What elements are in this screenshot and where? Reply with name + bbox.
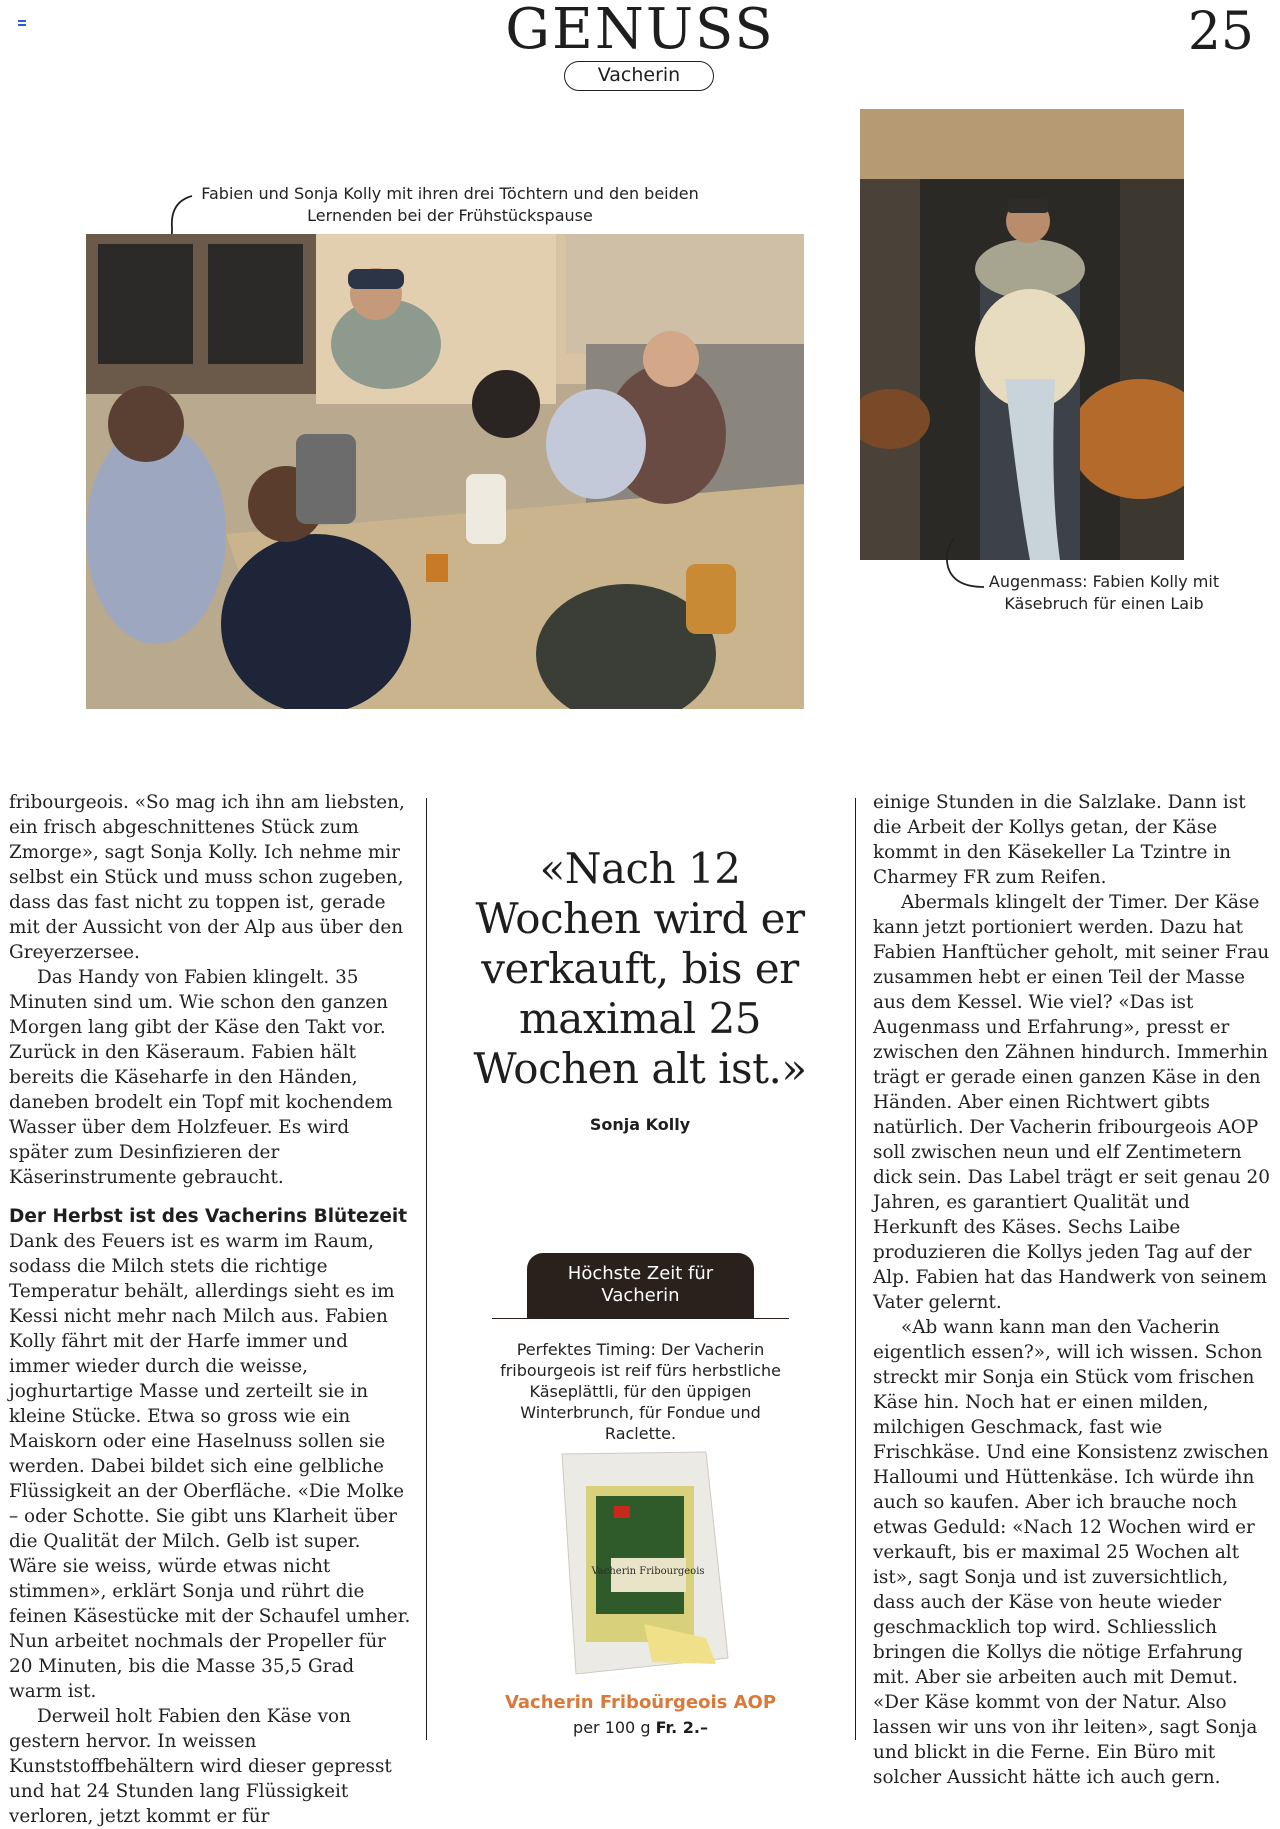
breakfast-photo (86, 234, 804, 709)
paragraph: Derweil holt Fabien den Käse von gestern hervor. In weissen Kunststoffbehältern wird dieser gepresst und hat 24 Stunden lang Flüssigkeit verloren, jetzt kommt er für (9, 1706, 392, 1827)
price-unit: per 100 g (573, 1718, 651, 1737)
paragraph: Dank des Feuers ist es warm im Raum, sodass die Milch stets die richtige Temperatur behält, allerdings sieht es im Kessi nicht mehr nach Milch aus. Fabien Kolly fährt mit der Harfe immer und immer wieder durch die weisse, joghurtartige Masse und zerteilt sie in kleine Stücke. Etwa so gross wie ein Maiskorn oder eine Haselnuss sollen sie werden. Dabei bildet sich eine gelbliche Flüssigkeit an der Oberfläche. «Die Molke – oder Schotte. Sie gibt uns Klarheit über die Qualität der Milch. Gelb ist super. Wäre sie weiss, würde etwas nicht stimmen», erklärt Sonja und rührt die feinen Käsestücke mit der Schaufel umher. Nun arbeitet nochmals der Propeller für 20 Minuten, bis die Masse 35,5 Grad warm ist. (9, 1231, 411, 1702)
caption-breakfast: Fabien und Sonja Kolly mit ihren drei Töchtern und den beiden Lernenden bei der Frühstückspause (201, 184, 699, 225)
column-divider (855, 798, 856, 1740)
article-column-right (873, 790, 1273, 1790)
column-divider (426, 798, 427, 1740)
info-box-rule (492, 1318, 789, 1319)
product-name: Vacherin Friboürgeois AOP (504, 1692, 777, 1713)
package-label: Vacherin Fribourgeois (591, 1566, 705, 1577)
paragraph: fribourgeois. «So mag ich ihn am liebsten, ein frisch abgeschnittenes Stück zum Zmorge», sagt Sonja Kolly. Ich nehme mir selbst ein Stück und muss schon zugeben, dass das fast nicht zu toppen ist, gerade mit der Aussicht von der Alp aus über den Greyerzersee. (9, 792, 405, 963)
info-box-title: Höchste Zeit für Vacherin (527, 1253, 754, 1319)
section-title: GENUSS (505, 0, 775, 62)
product-image (556, 1448, 731, 1684)
topic-pill: Vacherin (564, 61, 714, 91)
paragraph: «Ab wann kann man den Vacherin eigentlich essen?», will ich wissen. Schon streckt mir Sonja ein Stück vom frischen Käse hin. Noch hat er einen milden, milchigen Geschmack, fast wie Frischkäse. Und eine Konsistenz zwischen Halloumi und Hüttenkäse. Ich würde ihn auch so kaufen. Aber ich brauche noch etwas Geduld: «Nach 12 Wochen wird er verkauft, bis er maximal 25 Wochen alt ist», sagt Sonja und ist zuversichtlich, dass auch der Käse von heute wieder geschmacklich top wird. Schliesslich bringen die Kollys die nötige Erfahrung mit. Aber sie arbeiten auch mit Demut. «Der Käse kommt von der Natur. Also lassen wir uns von ihr leiten», sagt Sonja und blickt in die Ferne. Ein Büro mit solcher Aussicht hätte ich auch gern. (873, 1317, 1269, 1788)
paragraph: Abermals klingelt der Timer. Der Käse kann jetzt portioniert werden. Dazu hat Fabien Hanftücher geholt, mit seiner Frau zusammen hebt er einen Teil der Masse aus dem Kessel. Wie viel? «Das ist Augenmass und Erfahrung», presst er zwischen den Zähnen hindurch. Immerhin trägt er gerade einen ganzen Käse in den Händen. Aber einen Richtwert gibts natürlich. Der Vacherin fribourgeois AOP soll zwischen neun und elf Zentimetern dick sein. Das Label trägt er seit genau 20 Jahren, es garantiert Qualität und Herkunft des Käses. Sechs Laibe produzieren die Kollys jeden Tag auf der Alp. Fabien hat das Handwerk von seinem Vater gelernt. (873, 892, 1270, 1313)
paragraph: Das Handy von Fabien klingelt. 35 Minuten sind um. Wie schon den ganzen Morgen lang gibt der Käse den Takt vor. Zurück in den Käseraum. Fabien hält bereits die Käseharfe in den Händen, daneben brodelt ein Topf mit kochendem Wasser über dem Holzfeuer. Es wird später zum Desinfizieren der Käserinstrumente gebraucht. (9, 967, 393, 1188)
quote-author: Sonja Kolly (589, 1115, 691, 1134)
info-box-text: Perfektes Timing: Der Vacherin fribourgeois ist reif fürs herbstliche Käseplättli, für den üppigen Winterbrunch, für Fondue und Raclette. (500, 1340, 781, 1443)
page-number: 25 (1187, 2, 1254, 62)
cheesemaker-photo (860, 109, 1184, 560)
pull-quote: «Nach 12 Wochen wird er verkauft, bis er maximal 25 Wochen alt ist.» (473, 844, 807, 1093)
paragraph: einige Stunden in die Salzlake. Dann ist die Arbeit der Kollys getan, der Käse kommt in den Käsekeller La Tzintre in Charmey FR zum Reifen. (873, 792, 1246, 888)
caption-cheesemaker: Augenmass: Fabien Kolly mit Käsebruch für einen Laib (988, 572, 1220, 613)
price-value: Fr. 2.– (655, 1718, 708, 1737)
product-price (492, 1718, 789, 1737)
article-column-left (9, 790, 411, 1829)
subheading: Der Herbst ist des Vacherins Blütezeit (9, 1206, 408, 1227)
